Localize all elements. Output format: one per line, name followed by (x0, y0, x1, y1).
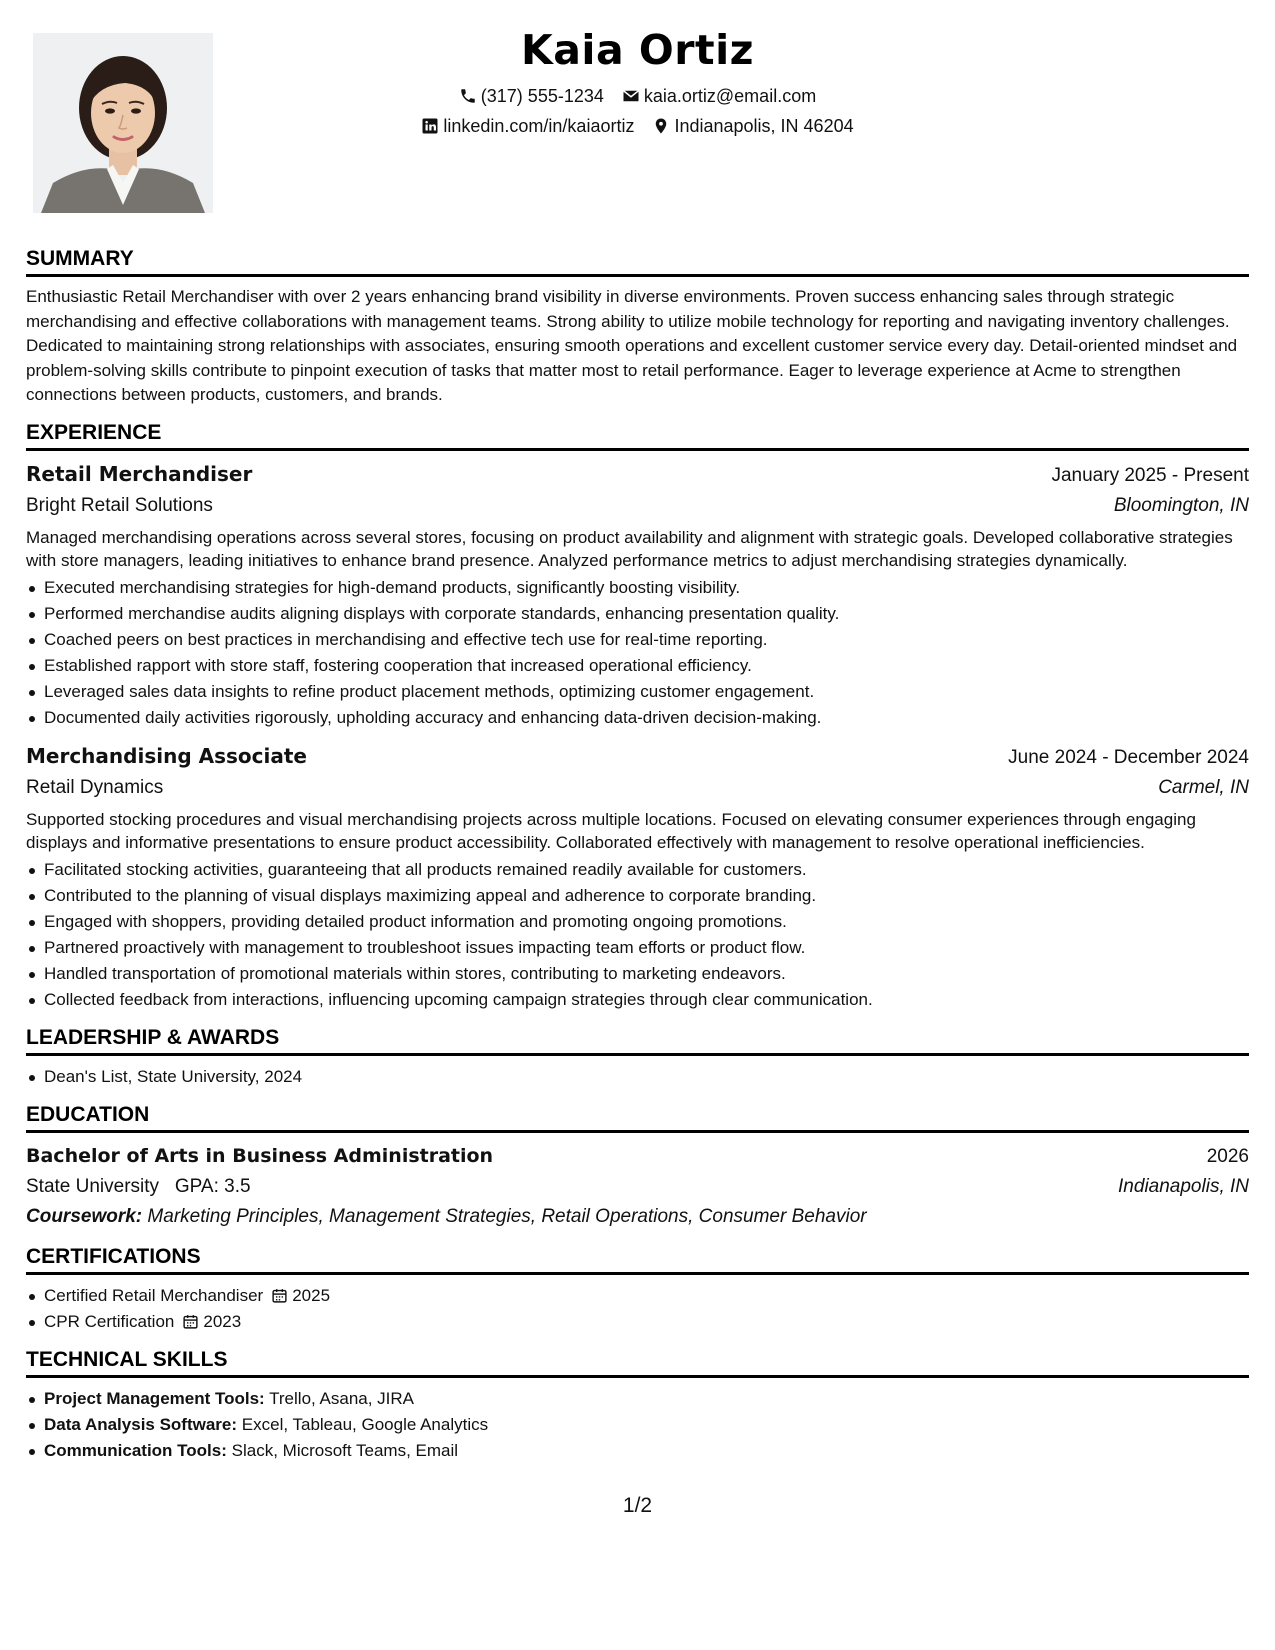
skills-section (26, 1347, 1249, 1464)
job-description: Managed merchandising operations across several stores, focusing on product availability and alignment with strategic goals. Developed collaborative strategies with store managers, leading initiatives to enhance brand presence. Analyzed performance metrics to adjust merchandising strategies dynamically. (26, 527, 1233, 570)
page-number: 1/2 (622, 1494, 653, 1517)
certification-year: 2025 (292, 1285, 331, 1305)
school-info (26, 1172, 251, 1202)
job-dates: June 2024 - December 2024 (1008, 746, 1249, 768)
skill-value: Trello, Asana, JIRA (269, 1388, 415, 1408)
section-title-summary: SUMMARY (26, 246, 1249, 277)
skill-item (26, 1438, 1249, 1464)
coursework-list: Marketing Principles, Management Strategies, Retail Operations, Consumer Behavior (147, 1205, 867, 1227)
job-bullets (26, 857, 1249, 1013)
job-title: Retail Merchandiser (26, 461, 253, 486)
bullet-item: Facilitated stocking activities, guaranteeing that all products remained readily available for customers. (26, 857, 1249, 883)
skill-item (26, 1412, 1249, 1438)
bullet-item: Engaged with shoppers, providing detailed product information and promoting ongoing promotions. (26, 909, 1249, 935)
section-title-leadership: LEADERSHIP & AWARDS (26, 1025, 1249, 1056)
bullet-item: Contributed to the planning of visual displays maximizing appeal and adherence to corporate branding. (26, 883, 1249, 909)
job-dates: January 2025 - Present (1051, 464, 1249, 486)
contact-line-2 (0, 114, 1275, 138)
section-title-experience: EXPERIENCE (26, 420, 1249, 451)
job-entry (26, 459, 1249, 731)
contact-line-1 (0, 84, 1275, 108)
bullet-item: Partnered proactively with management to troubleshoot issues impacting team efforts or product flow. (26, 935, 1249, 961)
skill-value: Slack, Microsoft Teams, Email (231, 1440, 459, 1460)
certifications-list (26, 1283, 1249, 1335)
bullet-item: Executed merchandising strategies for high-demand products, significantly boosting visibility. (26, 575, 1249, 601)
education-section (26, 1102, 1249, 1232)
location-contact (652, 114, 853, 138)
company-name: Retail Dynamics (26, 776, 164, 798)
bullet-item: Leveraged sales data insights to refine product placement methods, optimizing customer engagement. (26, 679, 1249, 705)
bullet-item: Established rapport with store staff, fostering cooperation that increased operational efficiency. (26, 653, 1249, 679)
graduation-year: 2026 (1206, 1145, 1249, 1167)
certification-name: CPR Certification (44, 1311, 175, 1331)
skills-list (26, 1386, 1249, 1464)
email-address: kaia.ortiz@email.com (643, 86, 817, 106)
company-name: Bright Retail Solutions (26, 494, 213, 516)
skill-label: Data Analysis Software: (44, 1414, 238, 1434)
bullet-item: Coached peers on best practices in merchandising and effective tech use for real-time reporting. (26, 627, 1249, 653)
coursework-label: Coursework: (26, 1205, 143, 1227)
envelope-icon (622, 87, 640, 105)
job-location: Carmel, IN (1158, 776, 1249, 798)
gpa: GPA: 3.5 (174, 1175, 251, 1197)
certification-item (26, 1283, 1249, 1309)
section-title-education: EDUCATION (26, 1102, 1249, 1133)
skill-item (26, 1386, 1249, 1412)
summary-text: Enthusiastic Retail Merchandiser with over 2 years enhancing brand visibility in diverse environments. Proven success enhancing sales through strategic merchandising and effective collaborations with management teams. Strong ability to utilize mobile technology for reporting and navigating inventory challenges. Dedicated to maintaining strong relationships with associates, ensuring smooth operations and excellent customer service every day. Detail-oriented mindset and problem-solving skills contribute to pinpoint execution of tasks that matter most to retail performance. Eager to leverage experience at Acme to strengthen connections between products, customers, and brands. (26, 287, 1238, 404)
certification-item (26, 1309, 1249, 1335)
job-bullets (26, 575, 1249, 731)
phone-contact[interactable] (459, 84, 604, 108)
bullet-item: Documented daily activities rigorously, upholding accuracy and enhancing data-driven decision-making. (26, 705, 1249, 731)
email-contact[interactable] (622, 84, 816, 108)
leadership-list (26, 1064, 1249, 1090)
leadership-section (26, 1025, 1249, 1090)
section-title-certifications: CERTIFICATIONS (26, 1244, 1249, 1275)
degree-title: Bachelor of Arts in Business Administration (26, 1144, 494, 1167)
bullet-item: Collected feedback from interactions, influencing upcoming campaign strategies through clear communication. (26, 987, 1249, 1013)
certification-name: Certified Retail Merchandiser (44, 1285, 264, 1305)
linkedin-contact[interactable] (421, 114, 634, 138)
calendar-icon (271, 1287, 288, 1304)
experience-section (26, 420, 1249, 1013)
phone-icon (459, 87, 477, 105)
job-entry (26, 741, 1249, 1013)
phone-number: (317) 555-1234 (480, 86, 604, 106)
award-item: Dean's List, State University, 2024 (26, 1064, 1249, 1090)
resume-body (26, 246, 1249, 1476)
job-location: Bloomington, IN (1113, 494, 1249, 516)
section-title-skills: TECHNICAL SKILLS (26, 1347, 1249, 1378)
map-pin-icon (652, 117, 670, 135)
linkedin-url: linkedin.com/in/kaiaortiz (443, 116, 635, 136)
school-location: Indianapolis, IN (1118, 1175, 1249, 1197)
location-text: Indianapolis, IN 46204 (674, 116, 854, 136)
job-description: Supported stocking procedures and visual merchandising projects across multiple locations. Focused on elevating consumer experiences through engaging displays and informative presentations to ensure product accessibility. Collaborated effectively with management to resolve operational inefficiencies. (26, 809, 1196, 852)
calendar-icon (182, 1313, 199, 1330)
summary-section (26, 246, 1249, 408)
skill-value: Excel, Tableau, Google Analytics (241, 1414, 489, 1434)
job-title: Merchandising Associate (26, 743, 307, 768)
resume-header (0, 22, 1275, 138)
linkedin-icon (421, 117, 439, 135)
bullet-item: Performed merchandise audits aligning displays with corporate standards, enhancing presentation quality. (26, 601, 1249, 627)
school-name: State University (26, 1175, 160, 1197)
skill-label: Communication Tools: (44, 1440, 227, 1460)
certifications-section (26, 1244, 1249, 1335)
candidate-name: Kaia Ortiz (520, 26, 755, 74)
skill-label: Project Management Tools: (44, 1388, 265, 1408)
bullet-item: Handled transportation of promotional materials within stores, contributing to marketing endeavors. (26, 961, 1249, 987)
certification-year: 2023 (203, 1311, 242, 1331)
coursework-line (26, 1202, 1249, 1232)
